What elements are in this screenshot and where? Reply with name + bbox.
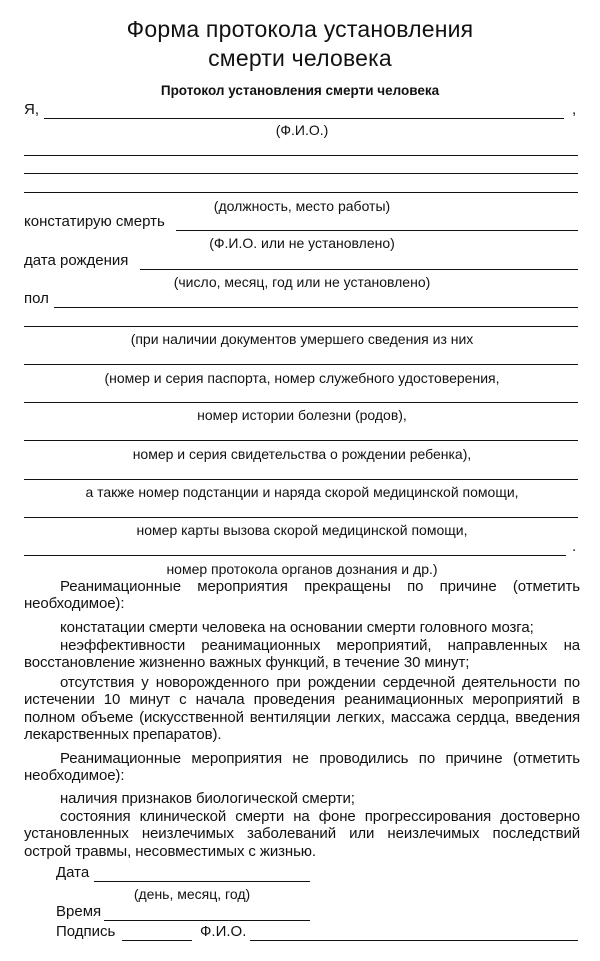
sign-row <box>24 925 580 943</box>
notdone-intro <box>24 750 580 785</box>
stopped-reason-2 <box>24 637 580 672</box>
form-title-line-2: смерти человека <box>208 45 392 71</box>
docs-input-line-3[interactable] <box>24 402 578 403</box>
position-hint: (должность, место работы) <box>213 198 391 214</box>
stopped-reason-1-text: констатации смерти человека на основании смерти головного мозга; <box>60 619 534 636</box>
time-row <box>24 905 580 923</box>
time-input-line[interactable] <box>104 920 310 921</box>
date-label: Дата <box>56 864 90 881</box>
docs-row-5 <box>24 464 580 482</box>
birth-input-line[interactable] <box>140 269 578 270</box>
position-row-1 <box>24 140 580 158</box>
docs-row-7 <box>24 540 580 558</box>
birth-row <box>24 254 580 272</box>
sex-input-line[interactable] <box>54 307 578 308</box>
birth-label: дата рождения <box>24 252 129 269</box>
docs-row-2 <box>24 349 580 367</box>
stopped-reason-3-text: отсутствия у новорожденного при рождении сердечной деятельности по истечении 10 минут с начала проведения реанимационных мероприятий в полном объеме (искусственной вентиляции легких, массажа сердца, введения лекарственных препаратов). <box>24 674 580 743</box>
form-title-line-1: Форма протокола установления <box>126 16 474 42</box>
protocol-hint: номер протокола органов дознания и др.) <box>166 561 438 577</box>
birth-hint: (число, месяц, год или не установлено) <box>173 274 431 290</box>
protocol-subtitle: Протокол установления смерти человека <box>160 83 440 98</box>
position-input-line-3[interactable] <box>24 192 578 193</box>
position-input-line-2[interactable] <box>24 173 578 174</box>
position-input-line-1[interactable] <box>24 155 578 156</box>
stopped-reason-1 <box>24 619 580 636</box>
docs-input-line-7[interactable] <box>24 555 566 556</box>
date-hint: (день, месяц, год) <box>133 886 251 902</box>
date-row <box>24 866 580 884</box>
death-label: констатирую смерть <box>24 213 165 230</box>
sex-label: пол <box>24 290 49 307</box>
docs-input-line-6[interactable] <box>24 517 578 518</box>
docs-input-line-2[interactable] <box>24 364 578 365</box>
date-input-line[interactable] <box>94 881 310 882</box>
signature-input-line[interactable] <box>122 940 192 941</box>
fio-input-line[interactable] <box>44 118 564 119</box>
docs-row-3 <box>24 387 580 405</box>
sign-label: Подпись <box>56 923 116 940</box>
ya-label: Я, <box>24 101 39 118</box>
docs-input-line-1[interactable] <box>24 326 578 327</box>
docs-input-line-4[interactable] <box>24 440 578 441</box>
docs-hint: (при наличии документов умершего сведения из них <box>130 331 474 347</box>
history-hint: номер истории болезни (родов), <box>197 407 407 423</box>
position-row-2 <box>24 158 580 176</box>
stopped-intro <box>24 578 580 613</box>
stopped-intro-text: Реанимационные мероприятия прекращены по причине (отметить необходимое): <box>24 578 580 613</box>
docs-input-line-5[interactable] <box>24 479 578 480</box>
substation-hint: а также номер подстанции и наряда скорой медицинской помощи, <box>85 484 519 500</box>
ya-comma: , <box>572 101 577 118</box>
notdone-reason-1-text: наличия признаков биологической смерти; <box>60 790 355 807</box>
death-row <box>24 215 580 233</box>
death-input-line[interactable] <box>176 230 578 231</box>
time-label: Время <box>56 903 102 920</box>
death-hint: (Ф.И.О. или не установлено) <box>209 235 395 251</box>
notdone-reason-2 <box>24 808 580 860</box>
certificate-hint: номер и серия свидетельства о рождении ребенка), <box>132 446 472 462</box>
signer-fio-input-line[interactable] <box>250 940 578 941</box>
fio-label: Ф.И.О. <box>200 923 247 940</box>
fio-hint: (Ф.И.О.) <box>275 122 329 138</box>
stopped-reason-2-text: неэффективности реанимационных мероприятий, направленных на восстановление жизненно важных функций, в течение 30 минут; <box>24 637 580 672</box>
notdone-reason-2-text: состояния клинической смерти на фоне прогрессирования достоверно установленных неизлечимых заболеваний или неизлечимых последствий острой травмы, несовместимых с жизнью. <box>24 808 580 860</box>
notdone-intro-text: Реанимационные мероприятия не проводились по причине (отметить необходимое): <box>24 750 580 785</box>
ya-row <box>24 103 580 121</box>
docs-row-6 <box>24 502 580 520</box>
passport-hint: (номер и серия паспорта, номер служебного удостоверения, <box>104 370 500 386</box>
sex-row <box>24 292 580 310</box>
docs-period: . <box>572 538 577 555</box>
stopped-reason-3 <box>24 674 580 743</box>
position-row-3 <box>24 177 580 195</box>
docs-row-1 <box>24 311 580 329</box>
callcard-hint: номер карты вызова скорой медицинской помощи, <box>136 522 468 538</box>
docs-row-4 <box>24 425 580 443</box>
notdone-reason-1 <box>24 790 580 807</box>
